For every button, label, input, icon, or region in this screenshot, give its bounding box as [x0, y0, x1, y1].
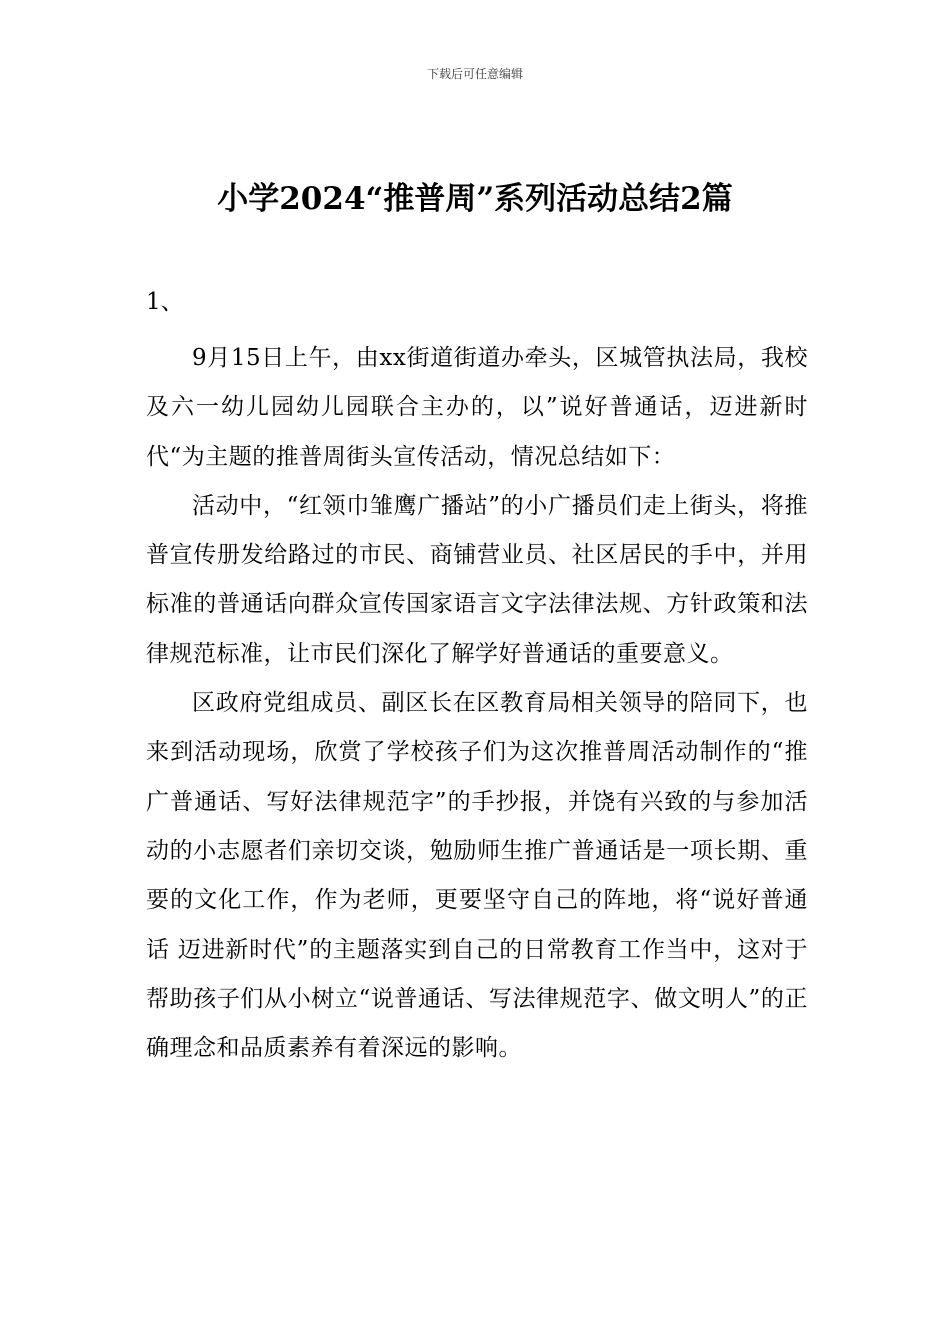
paragraph-1: 9月15日上午，由xx街道街道办牵头，区城管执法局，我校及六一幼儿园幼儿园联合主办的，以”说好普通话，迈进新时代“为主题的推普周街头宣传活动，情况总结如下： [146, 345, 808, 470]
section-number: 1、 [146, 289, 184, 315]
header-note: 下载后可任意编辑 [426, 67, 523, 81]
document-title: 小学2024“推普周”系列活动总结2篇 [217, 181, 733, 217]
paragraph-2: 活动中，“红领巾雏鹰广播站”的小广播员们走上街头，将推普宣传册发给路过的市民、商铺营业员、社区居民的手中，并用标准的普通话向群众宣传国家语言文字法律法规、方针政策和法律规范标准，让市民们深化了解学好普通话的重要意义。 [146, 492, 808, 667]
document-body [146, 282, 808, 1073]
paragraph-3: 区政府党组成员、副区长在区教育局相关领导的陪同下，也来到活动现场，欣赏了学校孩子们为这次推普周活动制作的“推广普通话、写好法律规范字”的手抄报，并饶有兴致的与参加活动的小志愿者们亲切交谈，勉励师生推广普通话是一项长期、重要的文化工作，作为老师，更要坚守自己的阵地，将“说好普通话 迈进新时代”的主题落实到自己的日常教育工作当中，这对于帮助孩子们从小树立“说普通话、写法律规范字、做文明人”的正确理念和品质素养有着深远的影响。 [146, 690, 808, 1062]
